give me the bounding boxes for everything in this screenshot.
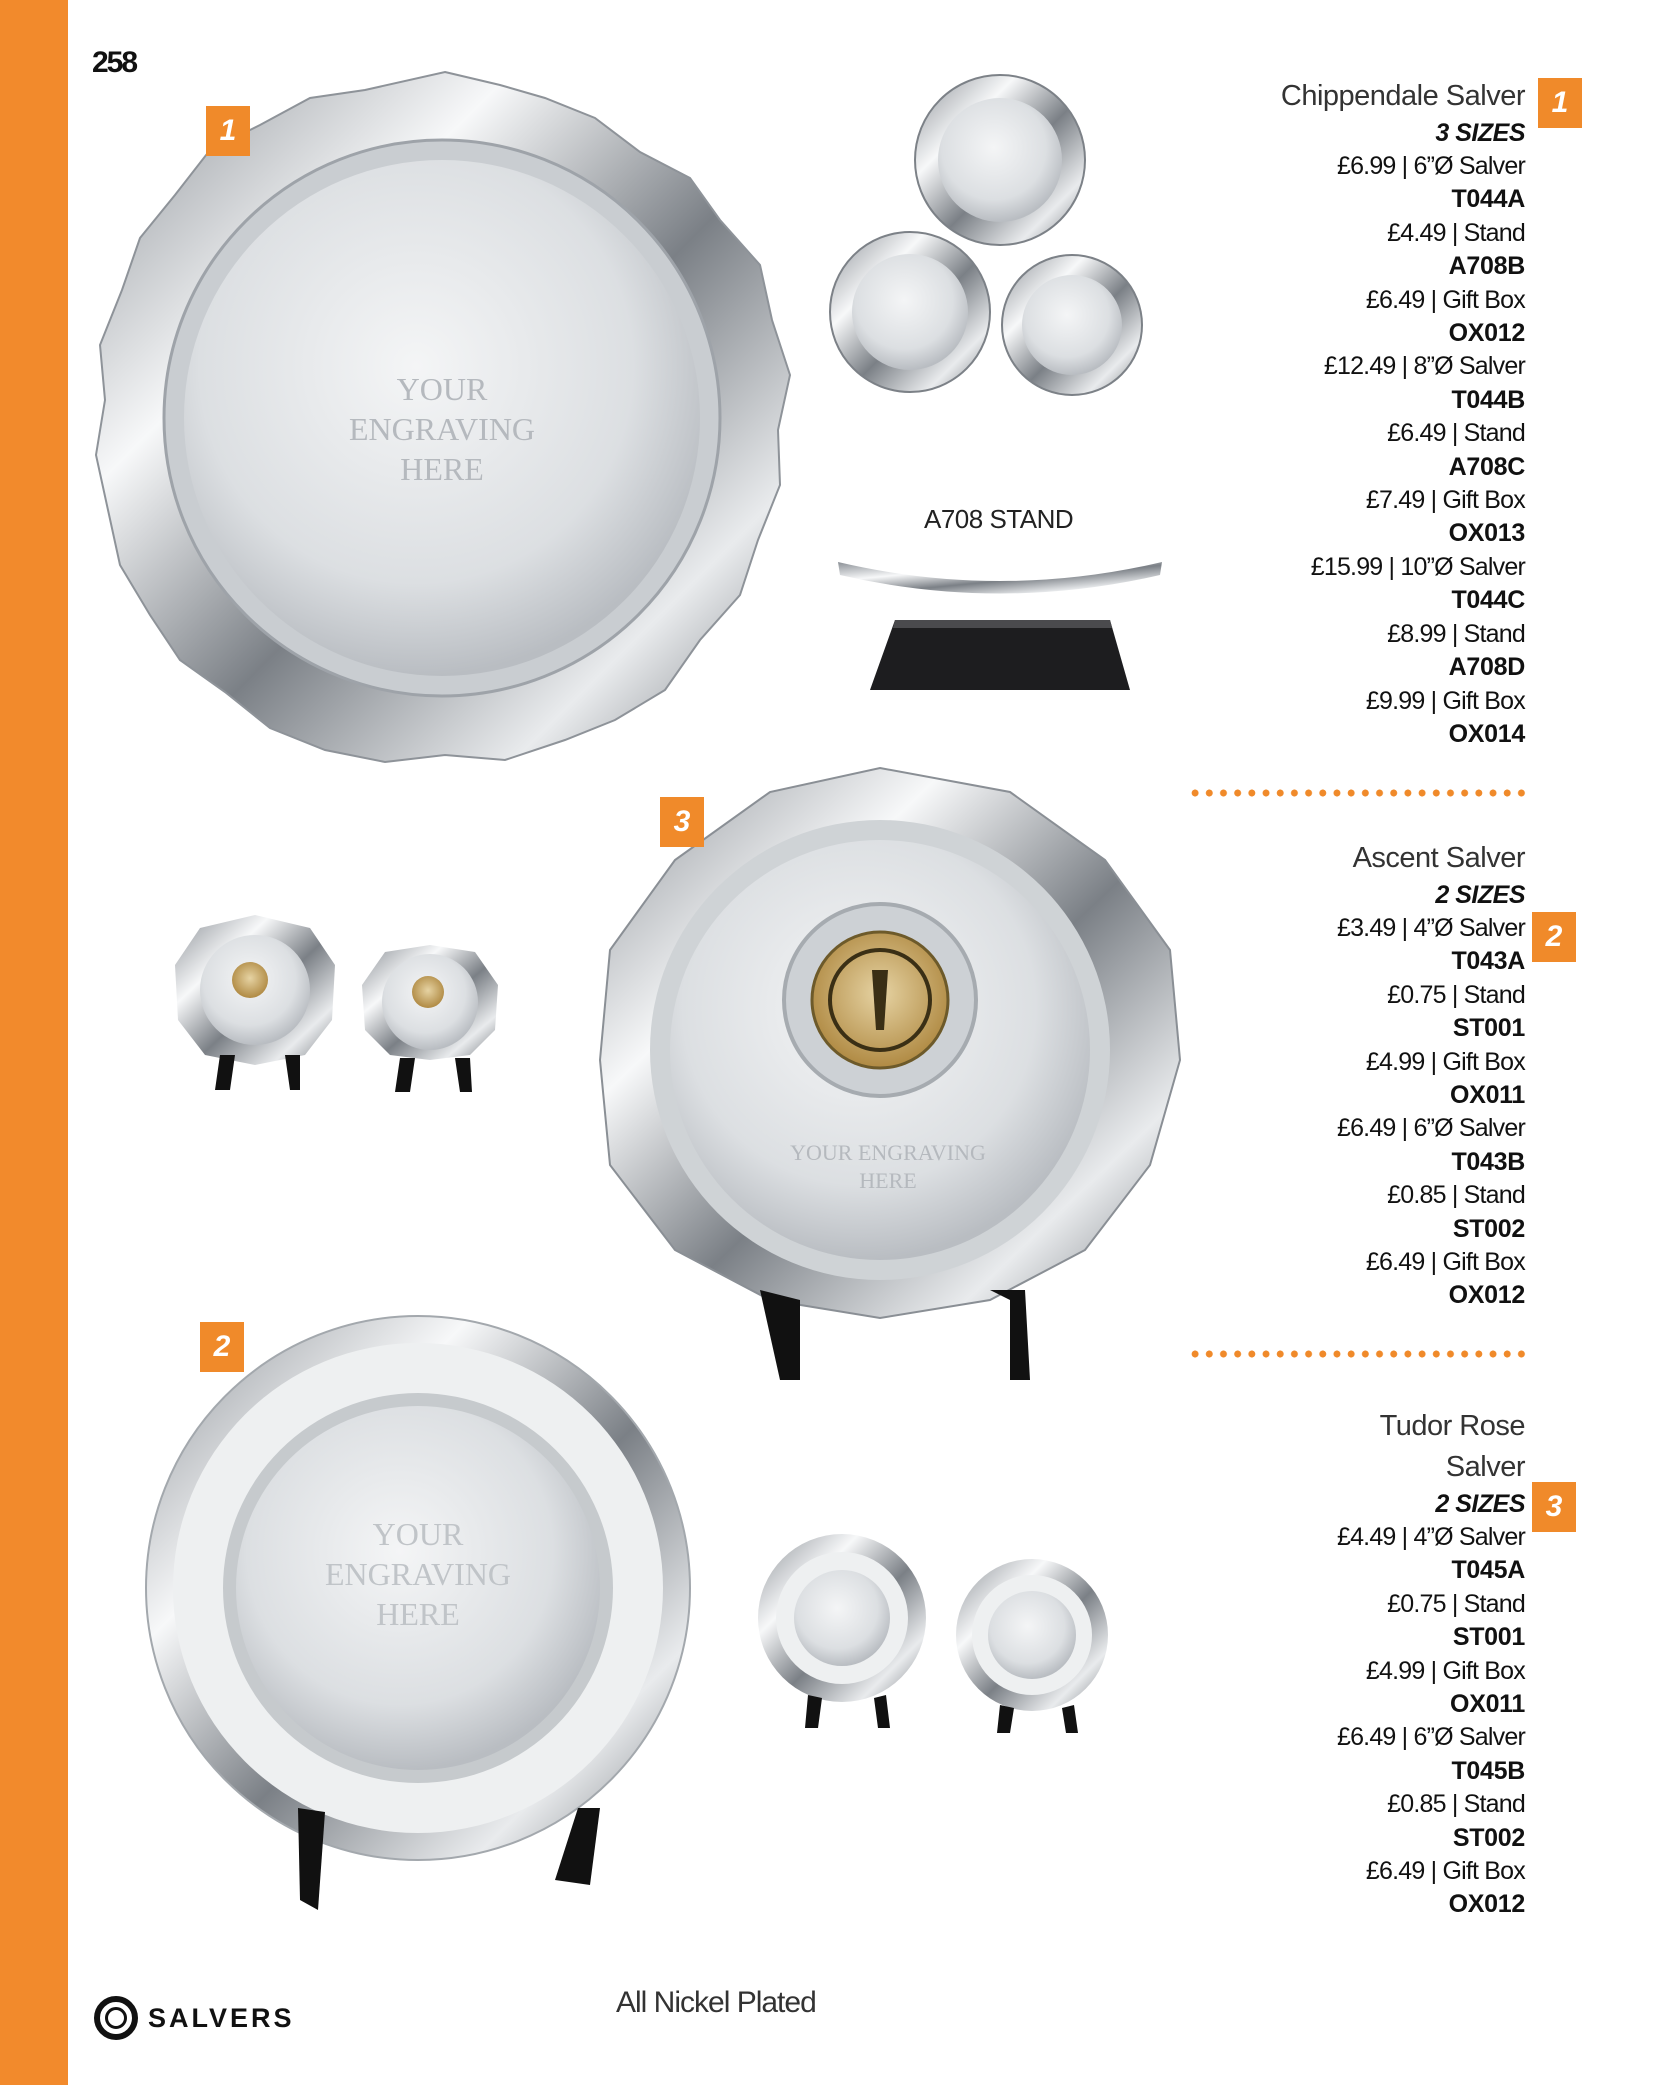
product-code: OX014	[1448, 719, 1525, 748]
product-title-line-1: Tudor Rose	[1379, 1410, 1525, 1442]
product-code: T043A	[1451, 947, 1525, 976]
tudor-rose-salver-image	[600, 768, 1180, 1380]
price-line: £15.99 | 10”Ø Salver	[1310, 552, 1525, 581]
price-line: £0.85 | Stand	[1387, 1181, 1525, 1210]
tudor-rose-small-salvers-image	[175, 915, 498, 1092]
product-code: ST002	[1452, 1214, 1525, 1243]
a708-stand-label: A708 STAND	[924, 504, 1074, 534]
price-line: £12.49 | 8”Ø Salver	[1323, 352, 1525, 381]
product-code: A708C	[1448, 452, 1525, 481]
price-line: £9.99 | Gift Box	[1365, 686, 1525, 715]
section-footer	[94, 1996, 295, 2040]
product-code: OX012	[1448, 1281, 1525, 1310]
price-line: £6.99 | 6”Ø Salver	[1336, 152, 1525, 180]
section-name: SALVERS	[148, 2002, 295, 2033]
product-code: OX012	[1448, 319, 1525, 348]
sizes-label: 2 SIZES	[1435, 881, 1525, 909]
price-line: £6.49 | Gift Box	[1365, 285, 1525, 314]
product-code: T044A	[1451, 185, 1525, 214]
product-chippendale	[1165, 76, 1525, 751]
image-badge-2: 2	[200, 1322, 244, 1372]
product-code: T045A	[1451, 1556, 1525, 1585]
a708-stand-image	[838, 562, 1162, 690]
product-tudor-rose	[1165, 1406, 1525, 1922]
engraving-text-2: ENGRAVING	[348, 411, 536, 447]
price-line: £6.49 | 6”Ø Salver	[1336, 1114, 1525, 1143]
product-title: Chippendale Salver	[1280, 80, 1525, 112]
engraving-text-ascent-3: HERE	[376, 1596, 460, 1632]
sizes-label: 3 SIZES	[1435, 119, 1525, 147]
image-badge-3: 3	[660, 797, 704, 847]
price-line: £8.99 | Stand	[1387, 619, 1525, 648]
product-badge-1: 1	[1538, 78, 1582, 128]
ascent-salver-image	[146, 1316, 690, 1910]
engraving-text-1: YOUR	[396, 371, 488, 407]
price-line: £6.49 | Gift Box	[1365, 1248, 1525, 1277]
image-badge-1: 1	[206, 106, 250, 156]
engraving-text-ascent-1: YOUR	[372, 1516, 464, 1552]
dotted-divider	[1188, 789, 1526, 797]
chippendale-small-salvers-image	[830, 75, 1142, 395]
price-line: £6.49 | Gift Box	[1365, 1857, 1525, 1886]
product-code: ST001	[1452, 1014, 1525, 1043]
product-ascent	[1165, 838, 1525, 1313]
footer-note: All Nickel Plated	[616, 1986, 816, 2019]
product-code: OX011	[1450, 1690, 1525, 1719]
engraving-text-ascent-2: ENGRAVING	[324, 1556, 512, 1592]
price-line: £4.99 | Gift Box	[1365, 1047, 1525, 1076]
sizes-label: 2 SIZES	[1435, 1490, 1525, 1518]
engraving-text-tudor: YOUR ENGRAVING	[790, 1140, 986, 1165]
product-title: Ascent Salver	[1352, 842, 1525, 874]
page-number: 258	[92, 46, 137, 79]
product-code: OX012	[1448, 1890, 1525, 1919]
product-code: T044B	[1451, 385, 1525, 414]
engraving-text-3: HERE	[400, 451, 484, 487]
price-line: £6.49 | Stand	[1387, 419, 1525, 448]
ascent-small-salvers-image	[758, 1534, 1108, 1733]
dotted-divider	[1188, 1350, 1526, 1358]
product-code: T044C	[1451, 586, 1525, 615]
product-code: OX013	[1448, 519, 1525, 548]
price-line: £4.99 | Gift Box	[1365, 1656, 1525, 1685]
product-code: ST001	[1452, 1623, 1525, 1652]
product-code: T045B	[1451, 1756, 1525, 1785]
product-code: OX011	[1450, 1081, 1525, 1110]
product-code: A708D	[1448, 653, 1525, 682]
price-line: £0.85 | Stand	[1387, 1790, 1525, 1819]
price-line: £4.49 | Stand	[1387, 218, 1525, 247]
product-images	[68, 60, 1228, 2020]
price-line: £0.75 | Stand	[1387, 1589, 1525, 1618]
price-line: £6.49 | 6”Ø Salver	[1336, 1723, 1525, 1752]
product-badge-2: 2	[1532, 912, 1576, 962]
price-line: £0.75 | Stand	[1387, 980, 1525, 1009]
orange-side-bar	[0, 0, 68, 2085]
product-badge-3: 3	[1532, 1482, 1576, 1532]
engraving-text-tudor-2: HERE	[859, 1168, 917, 1193]
product-code: T043B	[1451, 1147, 1525, 1176]
price-line: £4.49 | 4”Ø Salver	[1336, 1523, 1525, 1551]
product-code: ST002	[1452, 1823, 1525, 1852]
section-ring-icon	[94, 1996, 138, 2040]
product-title-line-2: Salver	[1445, 1451, 1525, 1483]
product-code: A708B	[1448, 252, 1525, 281]
price-line: £3.49 | 4”Ø Salver	[1336, 914, 1525, 942]
price-line: £7.49 | Gift Box	[1365, 486, 1525, 515]
chippendale-salver-image	[96, 72, 790, 762]
